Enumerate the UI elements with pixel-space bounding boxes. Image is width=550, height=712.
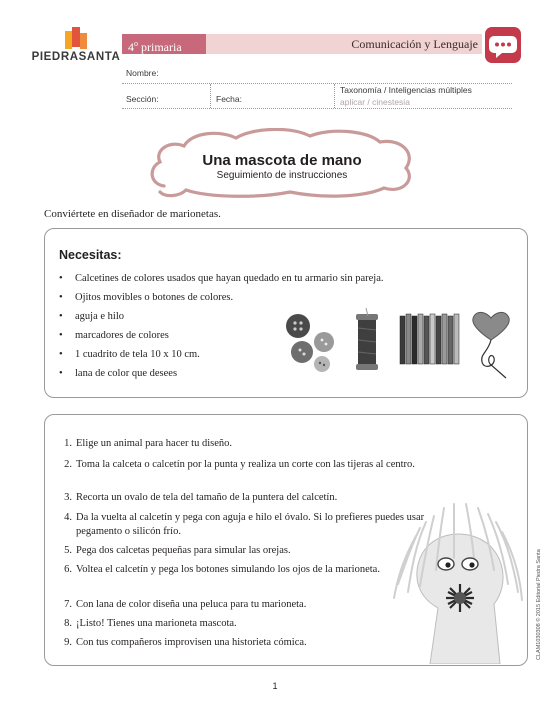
step-number: 1. xyxy=(64,438,72,449)
list-item xyxy=(56,437,426,451)
step-number: 8. xyxy=(64,618,72,629)
step-text: Da la vuelta al calcetín y pega con aguja e hilo el óvalo. Si lo prefieres puedes usar pegamento o silicón frío. xyxy=(76,512,425,537)
material-text: 1 cuadrito de tela 10 x 10 cm. xyxy=(75,349,200,360)
divider xyxy=(334,84,335,108)
intro-text: Conviértete en diseñador de marionetas. xyxy=(44,208,221,220)
chat-bubble-icon xyxy=(484,26,522,64)
step-text: Con tus compañeros improvisen una historieta cómica. xyxy=(76,637,307,648)
step-number: 4. xyxy=(64,512,72,523)
copyright-code: CLAM1030308 © 2015 Editorial Piedra Santa xyxy=(536,549,542,660)
material-text: lana de color que desees xyxy=(75,368,178,379)
materials-heading: Necesitas: xyxy=(59,248,122,262)
grade-label xyxy=(122,34,206,54)
material-text: Calcetines de colores usados que hayan quedado en tu armario sin pareja. xyxy=(75,273,384,284)
step-text: Voltea el calcetín y pega los botones simulando los ojos de la marioneta. xyxy=(76,564,380,575)
step-number: 5. xyxy=(64,545,72,556)
step-text: ¡Listo! Tienes una marioneta mascota. xyxy=(76,618,237,629)
divider xyxy=(210,84,211,108)
name-row xyxy=(122,62,512,84)
step-text: Con lana de color diseña una peluca para tu marioneta. xyxy=(76,599,307,610)
material-text: marcadores de colores xyxy=(75,330,169,341)
thread-spool-image xyxy=(352,308,382,372)
taxonomy-value: aplicar / cinestesia xyxy=(340,97,410,107)
list-item xyxy=(56,491,426,505)
list-item xyxy=(56,563,426,577)
step-number: 7. xyxy=(64,599,72,610)
step-text: Elige un animal para hacer tu diseño. xyxy=(76,438,232,449)
step-number: 3. xyxy=(64,492,72,503)
sock-puppet-image xyxy=(390,488,526,664)
subject-title: Comunicación y Lenguaje xyxy=(351,37,478,51)
list-item xyxy=(56,458,426,472)
list-item xyxy=(59,368,177,379)
step-number: 9. xyxy=(64,637,72,648)
grade-text: primaria xyxy=(138,40,182,54)
step-text: Recorta un ovalo de tela del tamaño de la puntera del calcetín. xyxy=(76,492,338,503)
bullet: • xyxy=(59,349,63,360)
grade-number: 4 xyxy=(128,40,134,54)
bullet: • xyxy=(59,330,63,341)
material-text: aguja e hilo xyxy=(75,311,124,322)
logo-text: PIEDRASANTA xyxy=(31,51,121,63)
list-item xyxy=(59,349,200,360)
page-number: 1 xyxy=(272,681,278,691)
grade-suffix: o xyxy=(134,39,138,48)
piedrasanta-logo-icon xyxy=(63,27,89,51)
section-field-label: Sección: xyxy=(126,94,159,104)
step-text: Pega dos calcetas pequeñas para simular las orejas. xyxy=(76,545,291,556)
list-item xyxy=(56,544,426,558)
yarn-heart-image xyxy=(466,308,516,382)
page-title: Una mascota de mano xyxy=(202,152,362,169)
list-item xyxy=(56,636,426,650)
name-field-label: Nombre: xyxy=(126,68,159,78)
bullet: • xyxy=(59,311,63,322)
list-item xyxy=(59,330,169,341)
step-number: 6. xyxy=(64,564,72,575)
date-field-label: Fecha: xyxy=(216,94,242,104)
markers-image xyxy=(398,312,460,368)
bullet: • xyxy=(59,273,63,284)
buttons-image xyxy=(284,312,340,374)
page-subtitle: Seguimiento de instrucciones xyxy=(216,170,348,181)
step-text: Toma la calceta o calcetín por la punta y realiza un corte con las tijeras al centro. xyxy=(76,459,415,470)
material-text: Ojitos movibles o botones de colores. xyxy=(75,292,234,303)
list-item xyxy=(56,598,426,612)
list-item xyxy=(56,511,426,539)
list-item xyxy=(56,617,426,631)
bullet: • xyxy=(59,368,63,379)
list-item xyxy=(59,292,233,303)
list-item xyxy=(59,273,383,284)
step-number: 2. xyxy=(64,459,72,470)
list-item xyxy=(59,311,124,322)
taxonomy-label: Taxonomía / Inteligencias múltiples xyxy=(340,85,472,95)
bullet: • xyxy=(59,292,63,303)
